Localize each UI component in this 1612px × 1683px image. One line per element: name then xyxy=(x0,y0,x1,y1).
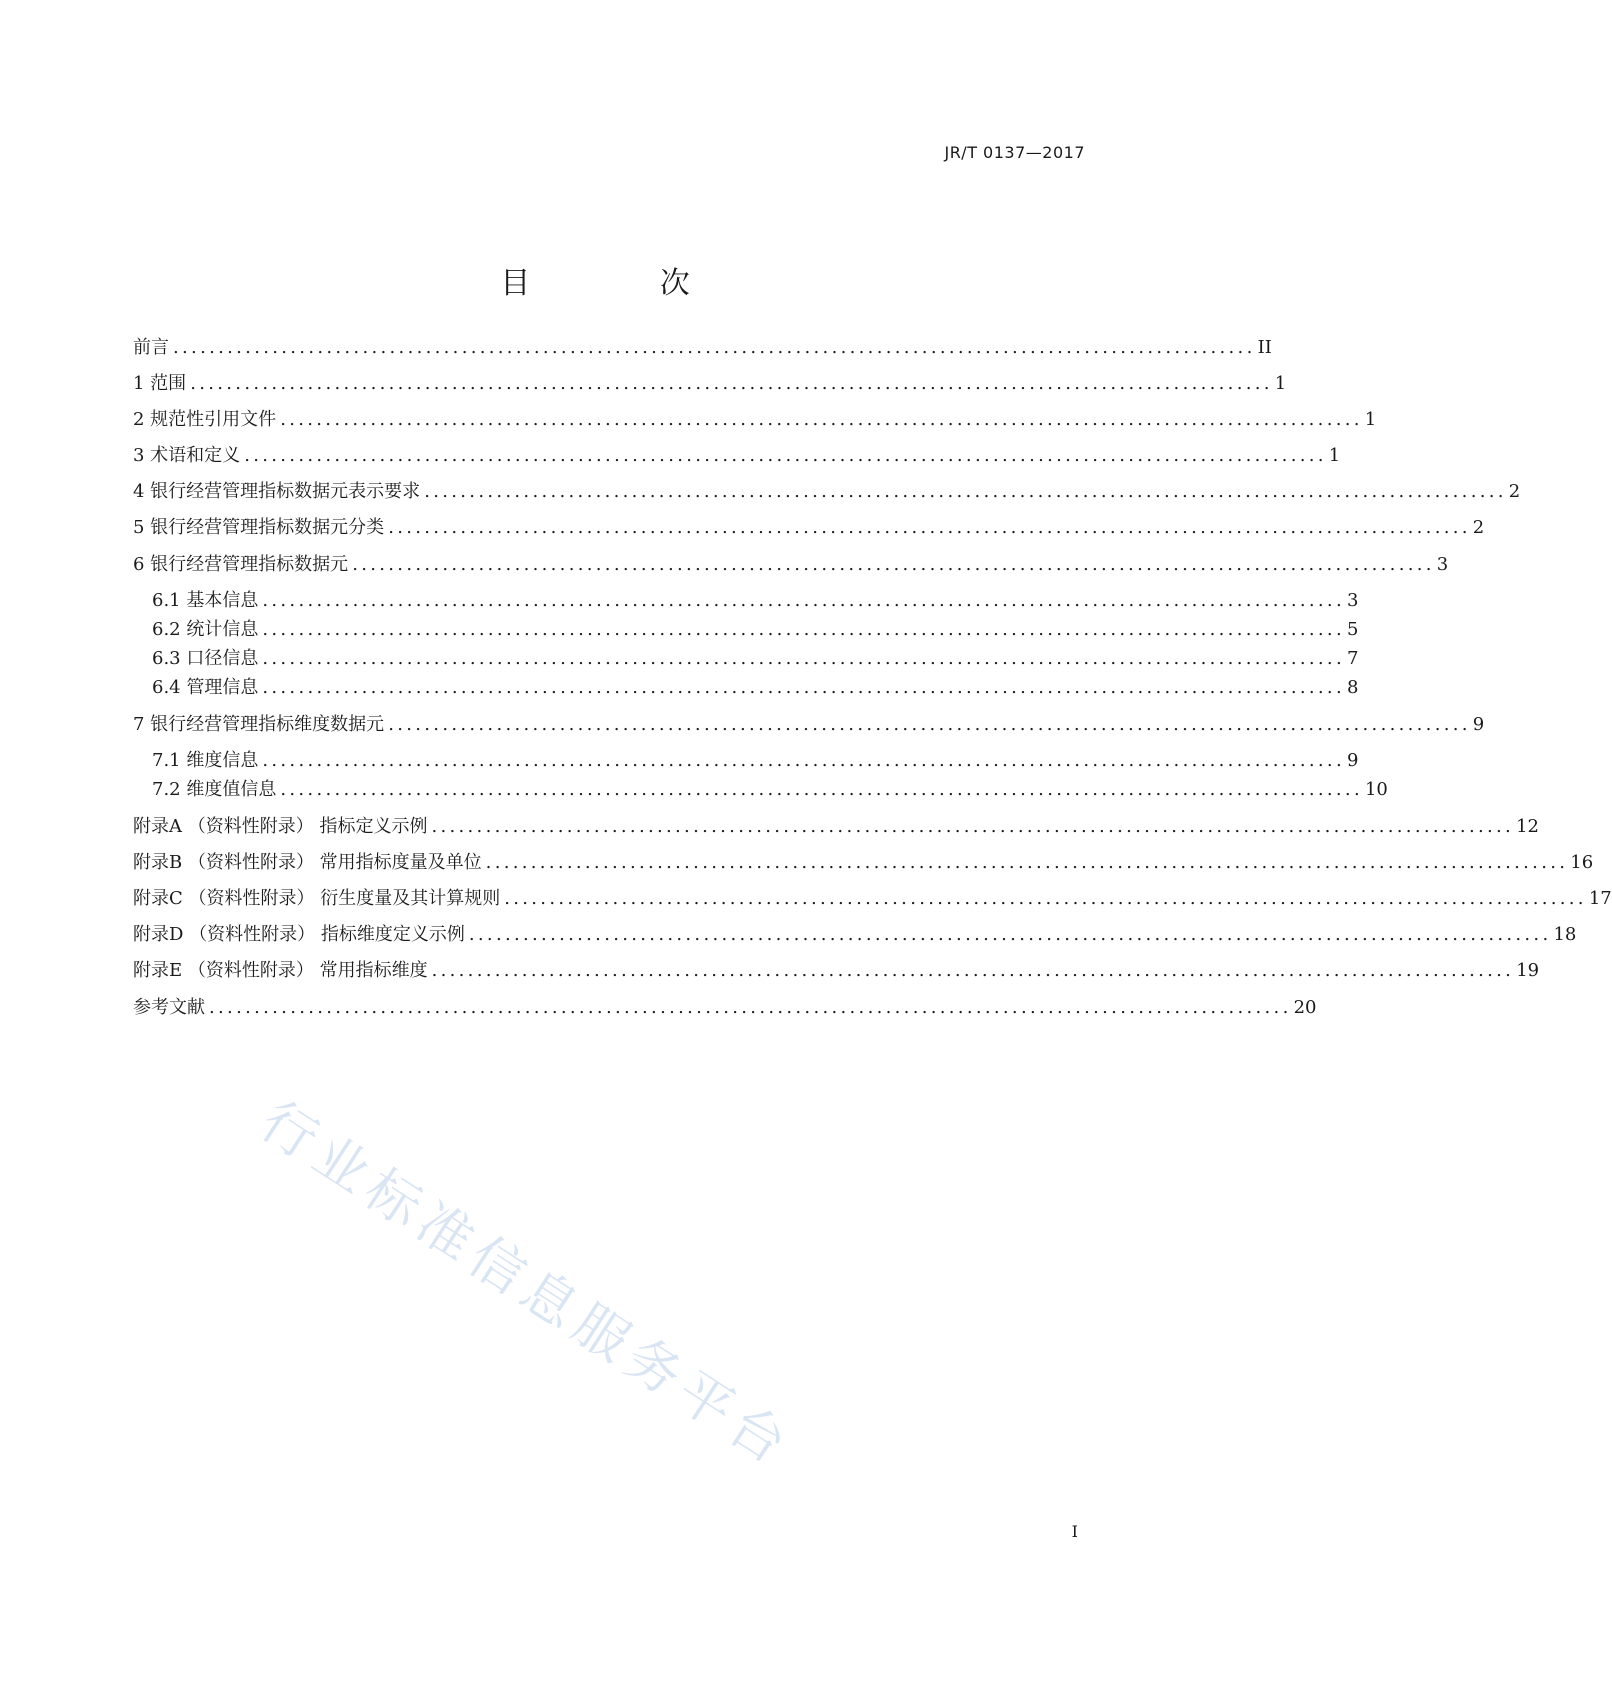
toc-entry-classification[interactable] xyxy=(133,515,1485,541)
toc-label: 前言 xyxy=(133,337,169,358)
toc-leader-dots: ........................................................................................................................ xyxy=(504,888,1587,909)
toc-leader-dots: ........................................................................................................................ xyxy=(262,750,1345,771)
toc-page-number: 1 xyxy=(1274,373,1287,394)
toc-leader-dots: ........................................................................................................................ xyxy=(262,590,1345,611)
toc-leader-dots: ........................................................................................................................ xyxy=(173,337,1256,358)
toc-page-number: 16 xyxy=(1570,852,1594,873)
toc-leader-dots: ........................................................................................................................ xyxy=(262,677,1345,698)
toc-leader-dots: ........................................................................................................................ xyxy=(190,373,1273,394)
toc-page-number: 1 xyxy=(1328,445,1341,466)
toc-page-number: 3 xyxy=(1346,590,1359,611)
toc-leader-dots: ........................................................................................................................ xyxy=(209,997,1292,1018)
toc-page-number: 10 xyxy=(1364,779,1388,800)
document-code: JR/T 0137—2017 xyxy=(944,143,1085,162)
toc-entry-foreword[interactable] xyxy=(133,335,1272,361)
toc-entry-dimension-data-elements[interactable] xyxy=(133,712,1485,738)
toc-leader-dots: ........................................................................................................................ xyxy=(262,648,1345,669)
toc-leader-dots: ........................................................................................................................ xyxy=(424,481,1507,502)
toc-label: 3 术语和定义 xyxy=(133,445,241,466)
toc-page-number: II xyxy=(1257,337,1272,358)
toc-leader-dots: ........................................................................................................................ xyxy=(431,960,1515,981)
toc-page-number: 17 xyxy=(1588,888,1612,909)
toc-leader-dots: ........................................................................................................................ xyxy=(468,924,1552,945)
toc-page-number: 5 xyxy=(1346,619,1359,640)
toc-page-number: 12 xyxy=(1516,816,1539,837)
toc-label: 附录C （资料性附录） 衍生度量及其计算规则 xyxy=(133,888,501,909)
toc-entry-dimension-value-info[interactable] xyxy=(152,777,1388,803)
toc-leader-dots: ........................................................................................................................ xyxy=(262,619,1345,640)
toc-leader-dots: ........................................................................................................................ xyxy=(352,554,1435,575)
toc-page-number: 18 xyxy=(1553,924,1577,945)
toc-leader-dots: ........................................................................................................................ xyxy=(485,852,1569,873)
toc-page-number: 9 xyxy=(1472,714,1485,735)
toc-page-number: 20 xyxy=(1293,997,1317,1018)
toc-label: 6.4 管理信息 xyxy=(152,677,259,698)
toc-label: 附录E （资料性附录） 常用指标维度 xyxy=(133,960,428,981)
toc-entry-bibliography[interactable] xyxy=(133,995,1317,1021)
toc-page-number: 19 xyxy=(1516,960,1540,981)
toc-entry-data-elements[interactable] xyxy=(133,552,1449,578)
toc-page-number: 2 xyxy=(1472,517,1485,538)
toc-leader-dots: ........................................................................................................................ xyxy=(280,779,1363,800)
toc-label: 4 银行经营管理指标数据元表示要求 xyxy=(133,481,421,502)
toc-entry-appendix-d[interactable] xyxy=(133,922,1577,948)
toc-label: 7.1 维度信息 xyxy=(152,750,259,771)
toc-entry-dimension-info[interactable] xyxy=(152,748,1359,774)
toc-entry-caliber-info[interactable] xyxy=(152,646,1359,672)
toc-page-number: 7 xyxy=(1346,648,1359,669)
toc-entry-statistical-info[interactable] xyxy=(152,617,1359,643)
toc-label: 1 范围 xyxy=(133,373,187,394)
toc-entry-scope[interactable] xyxy=(133,371,1287,397)
toc-label: 7.2 维度值信息 xyxy=(152,779,277,800)
toc-page-number: 3 xyxy=(1436,554,1449,575)
toc-entry-management-info[interactable] xyxy=(152,675,1359,701)
toc-label: 6.2 统计信息 xyxy=(152,619,259,640)
toc-leader-dots: ........................................................................................................................ xyxy=(431,816,1515,837)
toc-label: 附录A （资料性附录） 指标定义示例 xyxy=(133,816,428,837)
toc-page-number: 2 xyxy=(1508,481,1521,502)
toc-label: 6.3 口径信息 xyxy=(152,648,259,669)
page-title: 目 次 xyxy=(500,266,750,301)
toc-page-number: 9 xyxy=(1346,750,1359,771)
toc-label: 附录B （资料性附录） 常用指标度量及单位 xyxy=(133,852,482,873)
toc-label: 6 银行经营管理指标数据元 xyxy=(133,554,349,575)
toc-page-number: 1 xyxy=(1364,409,1377,430)
toc-label: 7 银行经营管理指标维度数据元 xyxy=(133,714,385,735)
toc-entry-basic-info[interactable] xyxy=(152,588,1359,614)
toc-label: 附录D （资料性附录） 指标维度定义示例 xyxy=(133,924,465,945)
toc-label: 2 规范性引用文件 xyxy=(133,409,277,430)
toc-entry-terms-definitions[interactable] xyxy=(133,443,1341,469)
toc-leader-dots: ........................................................................................................................ xyxy=(388,714,1471,735)
toc-leader-dots: ........................................................................................................................ xyxy=(388,517,1471,538)
toc-entry-normative-references[interactable] xyxy=(133,407,1377,433)
page-number: I xyxy=(1071,1522,1078,1541)
toc-entry-appendix-e[interactable] xyxy=(133,958,1540,984)
watermark: 行业标准信息服务平台 xyxy=(249,1089,804,1480)
toc-entry-appendix-b[interactable] xyxy=(133,850,1594,876)
toc-entry-appendix-a[interactable] xyxy=(133,814,1539,840)
toc-page-number: 8 xyxy=(1346,677,1359,698)
toc-leader-dots: ........................................................................................................................ xyxy=(244,445,1327,466)
toc-entry-representation-requirements[interactable] xyxy=(133,479,1521,505)
toc-entry-appendix-c[interactable] xyxy=(133,886,1612,912)
toc-leader-dots: ........................................................................................................................ xyxy=(280,409,1363,430)
toc-label: 参考文献 xyxy=(133,997,205,1018)
toc-label: 5 银行经营管理指标数据元分类 xyxy=(133,517,385,538)
toc-label: 6.1 基本信息 xyxy=(152,590,259,611)
